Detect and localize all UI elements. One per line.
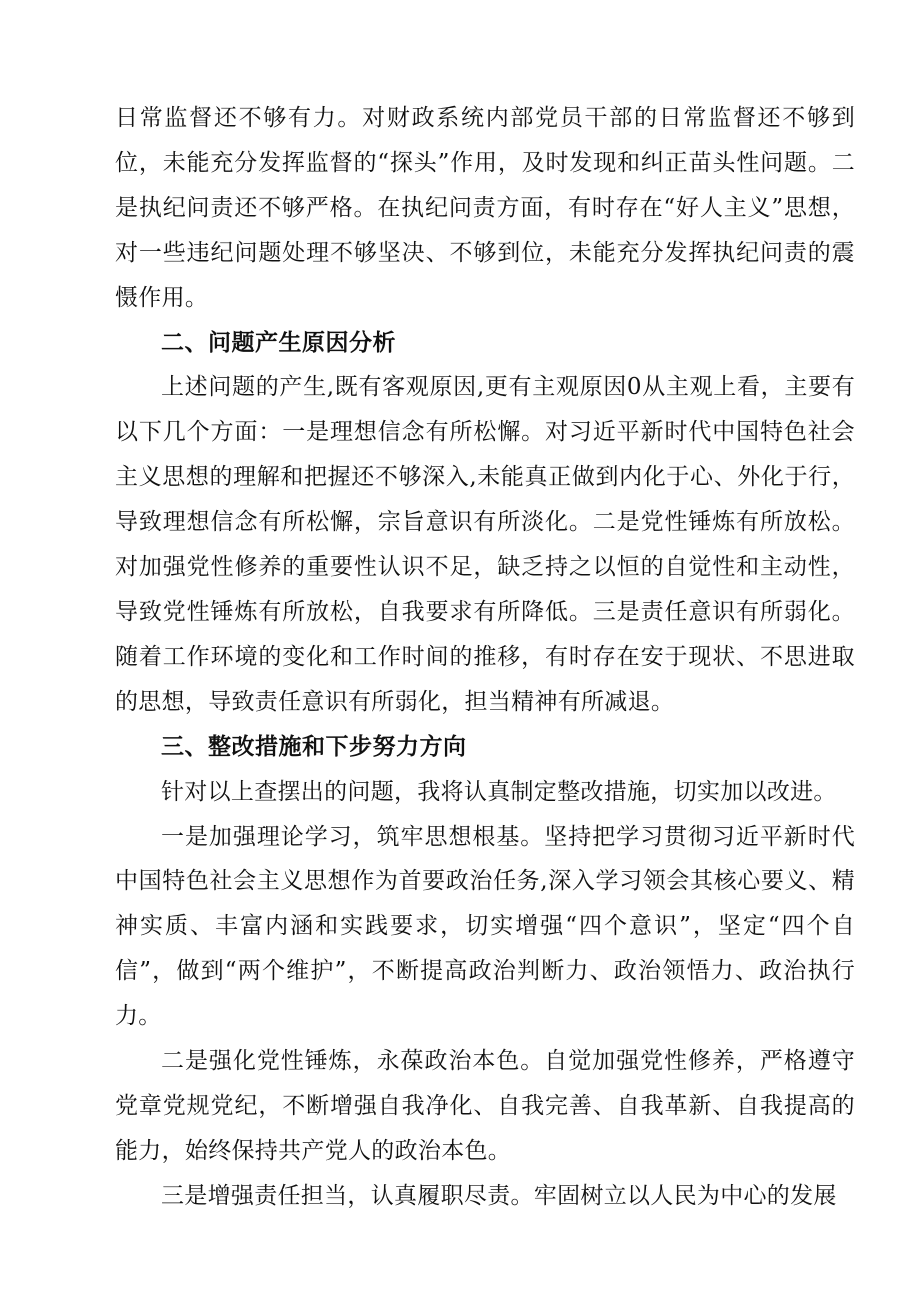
document-page	[115, 96, 855, 1219]
paragraph-measures-intro: 针对以上查摆出的问题，我将认真制定整改措施，切实加以改进。	[161, 778, 837, 805]
heading-rectification-measures: 三、整改措施和下步努力方向	[161, 733, 467, 760]
paragraph-measure-theory-study: 一是加强理论学习，筑牢思想根基。坚持把学习贯彻习近平新时代中国特色社会主义思想作为首要政治任务,深入学习领会其核心要义、精神实质、丰富内涵和实践要求，切实增强“四个意识”，坚定“四个自信”，做到“两个维护”，不断提高政治判断力、政治领悟力、政治执行力。	[115, 823, 855, 1030]
paragraph-supervision: 日常监督还不够有力。对财政系统内部党员干部的日常监督还不够到位，未能充分发挥监督的“探头”作用，及时发现和纠正苗头性问题。二是执纪问责还不够严格。在执纪问责方面，有时存在“好人主义”思想，对一些违纪问题处理不够坚决、不够到位，未能充分发挥执纪问责的震慑作用。	[115, 105, 855, 311]
heading-cause-analysis: 二、问题产生原因分析	[161, 329, 396, 356]
paragraph-measure-party-spirit: 二是强化党性锤炼，永葆政治本色。自觉加强党性修养，严格遵守党章党规党纪，不断增强自我净化、自我完善、自我革新、自我提高的能力，始终保持共产党人的政治本色。	[115, 1048, 855, 1164]
paragraph-causes: 上述问题的产生,既有客观原因,更有主观原因0从主观上看，主要有以下几个方面：一是理想信念有所松懈。对习近平新时代中国特色社会主义思想的理解和把握还不够深入,未能真正做到内化于心、外化于行，导致理想信念有所松懈，宗旨意识有所淡化。二是党性锤炼有所放松。对加强党性修养的重要性认识不足，缺乏持之以恒的自觉性和主动性，导致党性锤炼有所放松，自我要求有所降低。三是责任意识有所弱化。随着工作环境的变化和工作时间的推移，有时存在安于现状、不思进取的思想，导致责任意识有所弱化，担当精神有所减退。	[115, 374, 855, 715]
paragraph-measure-responsibility: 三是增强责任担当，认真履职尽责。牢固树立以人民为中心的发展	[161, 1182, 837, 1209]
